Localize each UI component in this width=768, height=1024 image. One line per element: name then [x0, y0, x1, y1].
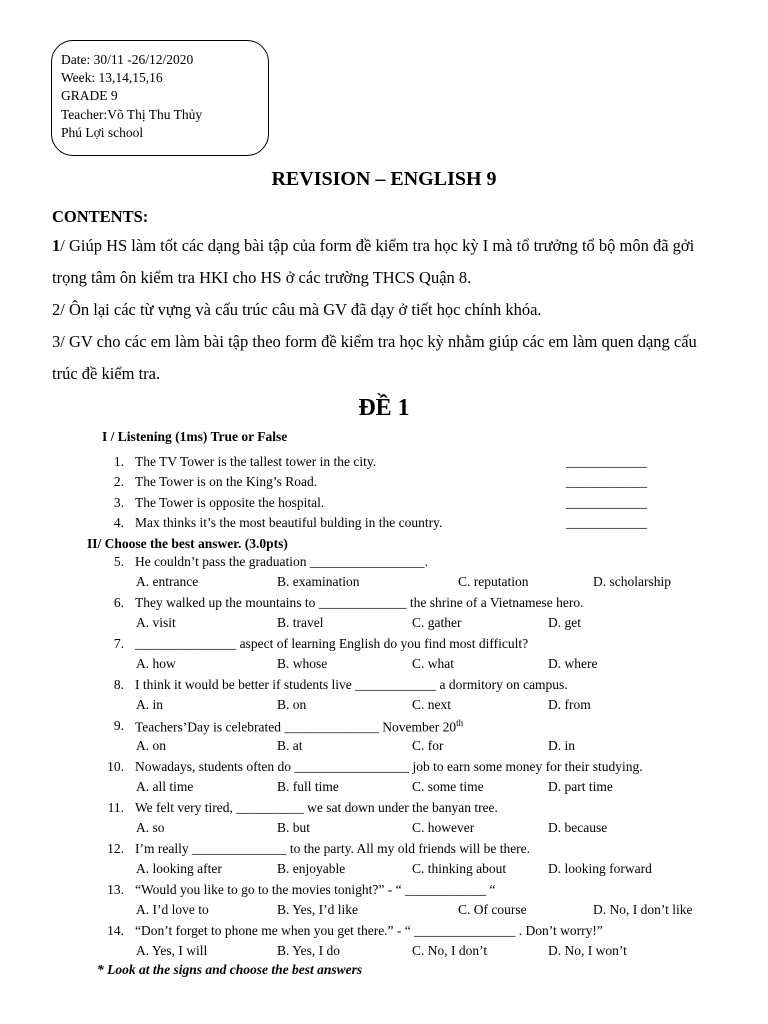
- item-statement: The Tower is on the King’s Road.: [135, 474, 318, 489]
- answer-blank[interactable]: ____________: [566, 454, 647, 469]
- answer-option-d[interactable]: D. scholarship: [593, 574, 671, 589]
- answer-option-c[interactable]: C. No, I don’t: [412, 943, 488, 958]
- info-school: Phú Lợi school: [61, 124, 144, 140]
- contents-paragraph-1: [52, 230, 722, 294]
- question-number: 7.: [113, 636, 124, 651]
- answer-blank[interactable]: ____________: [566, 495, 647, 510]
- answer-option-d[interactable]: D. looking forward: [548, 861, 652, 876]
- answer-option-a[interactable]: A. how: [136, 656, 176, 671]
- question-text-body: Teachers’Day is celebrated ______________ November 20: [135, 719, 457, 735]
- item-statement: The TV Tower is the tallest tower in the city.: [135, 454, 377, 469]
- question-text: [135, 841, 530, 857]
- item-number: 4.: [113, 515, 124, 530]
- question-number: 13.: [107, 882, 124, 897]
- question-text-body: “Don’t forget to phone me when you get there.” - “ _______________ . Don’t worry!”: [135, 923, 603, 938]
- contents-paragraph-2: 2/ Ôn lại các từ vựng và cấu trúc câu mà GV đã dạy ở tiết học chính khóa.: [52, 300, 542, 319]
- question-text: [135, 800, 498, 816]
- answer-option-b[interactable]: B. but: [277, 820, 311, 835]
- section-choose-heading: II/ Choose the best answer. (3.0pts): [87, 536, 288, 551]
- answer-option-a[interactable]: A. in: [136, 697, 163, 712]
- info-box: [51, 40, 269, 156]
- item-number: 2.: [113, 474, 124, 489]
- question-text-body: He couldn’t pass the graduation _________________.: [135, 554, 428, 569]
- answer-option-a[interactable]: A. so: [136, 820, 165, 835]
- answer-option-b[interactable]: B. Yes, I’d like: [277, 902, 359, 917]
- answer-option-c[interactable]: C. next: [412, 697, 451, 712]
- question-text-body: I’m really ______________ to the party. All my old friends will be there.: [135, 841, 531, 856]
- answer-option-b[interactable]: B. whose: [277, 656, 328, 671]
- question-text: [135, 923, 603, 939]
- answer-option-a[interactable]: A. Yes, I will: [136, 943, 208, 958]
- answer-option-a[interactable]: A. I’d love to: [136, 902, 209, 917]
- question-text: [135, 718, 463, 736]
- question-text-body: Nowadays, students often do _________________ job to earn some money for their studying.: [135, 759, 643, 774]
- question-number: 9.: [113, 718, 124, 733]
- answer-option-b[interactable]: B. enjoyable: [277, 861, 346, 876]
- answer-option-b[interactable]: B. Yes, I do: [277, 943, 341, 958]
- info-week: Week: 13,14,15,16: [61, 70, 163, 86]
- answer-option-d[interactable]: D. where: [548, 656, 598, 671]
- answer-option-c[interactable]: C. some time: [412, 779, 484, 794]
- question-text-body: _______________ aspect of learning English do you find most difficult?: [135, 636, 529, 651]
- contents-heading: CONTENTS:: [52, 207, 149, 226]
- answer-option-d[interactable]: D. because: [548, 820, 608, 835]
- answer-option-b[interactable]: B. examination: [277, 574, 360, 589]
- contents-paragraph-1-text: / Giúp HS làm tốt các dạng bài tập của form đề kiểm tra học kỳ I mà tổ trưởng tổ bộ môn đã gởi trọng tâm ôn kiểm tra HKI cho HS ở các trường THCS Quận 8.: [52, 236, 695, 287]
- question-number: 6.: [113, 595, 124, 610]
- item-statement: Max thinks it’s the most beautiful bulding in the country.: [135, 515, 443, 530]
- answer-blank[interactable]: ____________: [566, 515, 647, 530]
- question-text-body: “Would you like to go to the movies tonight?” - “ ____________ “: [135, 882, 496, 897]
- answer-option-d[interactable]: D. in: [548, 738, 575, 753]
- answer-option-a[interactable]: A. on: [136, 738, 166, 753]
- question-text: [135, 677, 568, 693]
- question-text-body: I think it would be better if students live ____________ a dormitory on campus.: [135, 677, 568, 692]
- answer-option-a[interactable]: A. all time: [136, 779, 194, 794]
- answer-option-c[interactable]: C. however: [412, 820, 475, 835]
- contents-paragraph-1-number: 1: [52, 236, 61, 255]
- answer-option-d[interactable]: D. from: [548, 697, 591, 712]
- answer-option-d[interactable]: D. No, I won’t: [548, 943, 627, 958]
- answer-option-a[interactable]: A. visit: [136, 615, 176, 630]
- answer-option-c[interactable]: C. reputation: [458, 574, 529, 589]
- item-statement: The Tower is opposite the hospital.: [135, 495, 325, 510]
- answer-option-c[interactable]: C. what: [412, 656, 454, 671]
- contents-paragraph-3: 3/ GV cho các em làm bài tập theo form đề kiểm tra học kỳ nhằm giúp các em làm quen dạng cấu trúc đề kiểm tra.: [52, 332, 697, 383]
- question-text-body: They walked up the mountains to _____________ the shrine of a Vietnamese hero.: [135, 595, 584, 610]
- exam-title: ĐỀ 1: [358, 395, 410, 421]
- question-text: [135, 554, 428, 570]
- question-number: 10.: [107, 759, 124, 774]
- question-number: 11.: [107, 800, 124, 815]
- answer-option-b[interactable]: B. travel: [277, 615, 324, 630]
- question-number: 12.: [107, 841, 124, 856]
- question-number: 8.: [113, 677, 124, 692]
- answer-option-c[interactable]: C. for: [412, 738, 444, 753]
- info-grade: GRADE 9: [61, 88, 118, 104]
- ordinal-suffix: th: [456, 718, 464, 728]
- answer-option-b[interactable]: B. at: [277, 738, 303, 753]
- answer-option-c[interactable]: C. Of course: [458, 902, 527, 917]
- answer-option-d[interactable]: D. part time: [548, 779, 613, 794]
- answer-option-c[interactable]: C. thinking about: [412, 861, 507, 876]
- item-number: 3.: [113, 495, 124, 510]
- answer-option-a[interactable]: A. looking after: [136, 861, 222, 876]
- info-date: Date: 30/11 -26/12/2020: [61, 52, 194, 67]
- section-listening-heading: I / Listening (1ms) True or False: [102, 429, 288, 444]
- question-text: [135, 595, 583, 611]
- question-number: 5.: [113, 554, 124, 569]
- item-number: 1.: [113, 454, 124, 469]
- question-text: [135, 882, 495, 898]
- answer-option-d[interactable]: D. get: [548, 615, 581, 630]
- document-title: REVISION – ENGLISH 9: [271, 168, 497, 190]
- info-teacher: Teacher:Võ Thị Thu Thủy: [61, 106, 203, 122]
- signs-instruction: * Look at the signs and choose the best answers: [97, 962, 363, 977]
- answer-option-a[interactable]: A. entrance: [136, 574, 199, 589]
- answer-blank[interactable]: ____________: [566, 474, 647, 489]
- answer-option-d[interactable]: D. No, I don’t like: [593, 902, 693, 917]
- answer-option-c[interactable]: C. gather: [412, 615, 462, 630]
- answer-option-b[interactable]: B. full time: [277, 779, 339, 794]
- question-text: [135, 759, 643, 775]
- question-text-body: We felt very tired, __________ we sat down under the banyan tree.: [135, 800, 498, 815]
- answer-option-b[interactable]: B. on: [277, 697, 307, 712]
- question-text: [135, 636, 528, 652]
- question-number: 14.: [107, 923, 124, 938]
